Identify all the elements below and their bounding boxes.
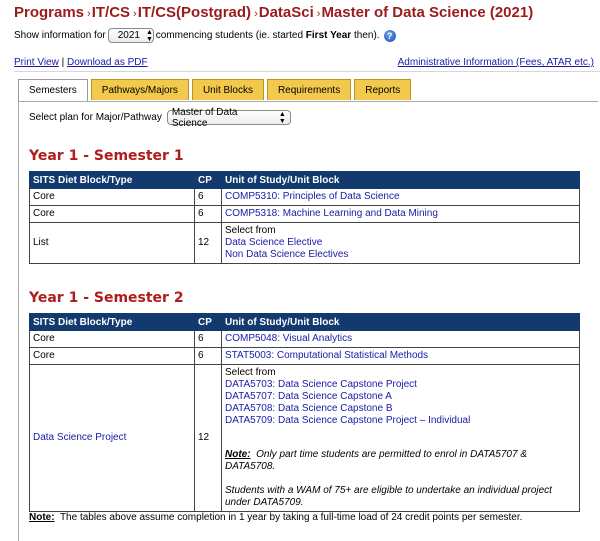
tab-panel xyxy=(18,101,598,541)
header-block-type: SITS Diet Block/Type xyxy=(30,314,195,331)
note-label: Note: xyxy=(225,449,251,460)
tab-unit-blocks[interactable]: Unit Blocks xyxy=(192,79,264,100)
breadcrumb-current: Master of Data Science (2021) xyxy=(321,4,534,21)
row-cp: 12 xyxy=(195,223,222,264)
footnote-text: The tables above assume completion in 1 year by taking a full-time load of 24 credit points per semester. xyxy=(59,512,523,523)
header-unit: Unit of Study/Unit Block xyxy=(222,314,580,331)
select-from-label: Select from xyxy=(225,225,276,236)
tab-requirements[interactable]: Requirements xyxy=(267,79,351,100)
breadcrumb xyxy=(14,4,533,21)
chevron-right-icon: › xyxy=(316,8,321,20)
tab-pathways-majors[interactable]: Pathways/Majors xyxy=(91,79,189,100)
year-select-value: 2021 xyxy=(117,30,140,41)
chevron-updown-icon: ▲ ▼ xyxy=(278,110,286,125)
option-link-data5708[interactable]: DATA5708: Data Science Capstone B xyxy=(225,403,393,414)
chevron-right-icon: › xyxy=(87,8,91,20)
print-view-link[interactable]: Print View xyxy=(14,57,59,68)
plan-select-row xyxy=(29,106,293,129)
row-type: List xyxy=(30,223,195,264)
row-cp: 6 xyxy=(195,348,222,365)
table-row xyxy=(30,331,580,348)
header-cp: CP xyxy=(195,314,222,331)
breadcrumb-datasci[interactable]: DataSci xyxy=(258,4,314,21)
chevron-right-icon: › xyxy=(133,8,137,20)
semester-2-title: Year 1 - Semester 2 xyxy=(29,290,184,306)
option-link-data5709[interactable]: DATA5709: Data Science Capstone Project – Individual xyxy=(225,415,471,426)
unit-link-comp5318[interactable]: COMP5318: Machine Learning and Data Mining xyxy=(225,208,438,219)
table-header-row xyxy=(30,314,580,331)
breadcrumb-itcs[interactable]: IT/CS xyxy=(91,4,131,21)
download-pdf-link[interactable]: Download as PDF xyxy=(67,57,148,68)
row-cp: 6 xyxy=(195,331,222,348)
show-info-row xyxy=(14,28,396,43)
tab-reports[interactable]: Reports xyxy=(354,79,411,100)
show-info-suffix-post: then). xyxy=(353,30,380,41)
footnote-label: Note: xyxy=(29,512,55,523)
breadcrumb-programs[interactable]: Programs xyxy=(14,4,85,21)
table-row xyxy=(30,223,580,264)
header-cp: CP xyxy=(195,172,222,189)
show-info-suffix-pre: commencing students (ie. started xyxy=(155,30,304,41)
row-cp: 6 xyxy=(195,206,222,223)
tab-bar xyxy=(18,79,411,102)
help-icon[interactable]: ? xyxy=(384,30,396,42)
footnote xyxy=(29,512,589,523)
option-link-ds-elective[interactable]: Data Science Elective xyxy=(225,237,323,248)
unit-link-comp5310[interactable]: COMP5310: Principles of Data Science xyxy=(225,191,400,202)
row-type: Core xyxy=(30,206,195,223)
row-cp: 12 xyxy=(195,365,222,512)
option-link-data5707[interactable]: DATA5707: Data Science Capstone A xyxy=(225,391,392,402)
breadcrumb-itcs-postgrad[interactable]: IT/CS(Postgrad) xyxy=(137,4,252,21)
wam-note: Students with a WAM of 75+ are eligible to undertake an individual project under DATA5709. xyxy=(225,485,552,508)
tab-semesters[interactable]: Semesters xyxy=(18,79,88,102)
table-row xyxy=(30,348,580,365)
year-select[interactable] xyxy=(108,28,154,43)
select-from-label: Select from xyxy=(225,367,276,378)
header-block-type: SITS Diet Block/Type xyxy=(30,172,195,189)
chevron-right-icon: › xyxy=(254,8,258,20)
unit-link-stat5003[interactable]: STAT5003: Computational Statistical Methods xyxy=(225,350,429,361)
show-info-prefix: Show information for xyxy=(14,30,106,41)
plan-select-value: Master of Data Science xyxy=(171,106,238,129)
show-info-first-year: First Year xyxy=(305,30,352,41)
option-link-data5703[interactable]: DATA5703: Data Science Capstone Project xyxy=(225,379,417,390)
option-link-non-ds-electives[interactable]: Non Data Science Electives xyxy=(225,249,349,260)
table-row xyxy=(30,365,580,512)
semester-2-table xyxy=(29,313,580,512)
unit-link-comp5048[interactable]: COMP5048: Visual Analytics xyxy=(225,333,353,344)
links-row xyxy=(14,57,594,68)
row-type: Core xyxy=(30,189,195,206)
link-separator: | xyxy=(61,57,65,68)
admin-info-link[interactable]: Administrative Information (Fees, ATAR etc.) xyxy=(397,57,594,68)
semester-1-table xyxy=(29,171,580,264)
semester-1-title: Year 1 - Semester 1 xyxy=(29,148,184,164)
note-text: Only part time students are permitted to enrol in DATA5707 & DATA5708. xyxy=(225,449,527,472)
table-header-row xyxy=(30,172,580,189)
part-time-note xyxy=(225,449,576,473)
divider xyxy=(14,71,600,72)
table-row xyxy=(30,206,580,223)
row-cp: 6 xyxy=(195,189,222,206)
row-type: Core xyxy=(30,331,195,348)
chevron-updown-icon: ▲ ▼ xyxy=(145,28,153,43)
table-row xyxy=(30,189,580,206)
block-link-data-science-project[interactable]: Data Science Project xyxy=(33,432,127,443)
header-unit: Unit of Study/Unit Block xyxy=(222,172,580,189)
plan-select-label: Select plan for Major/Pathway xyxy=(29,112,162,123)
row-type: Core xyxy=(30,348,195,365)
plan-select[interactable] xyxy=(167,106,291,129)
